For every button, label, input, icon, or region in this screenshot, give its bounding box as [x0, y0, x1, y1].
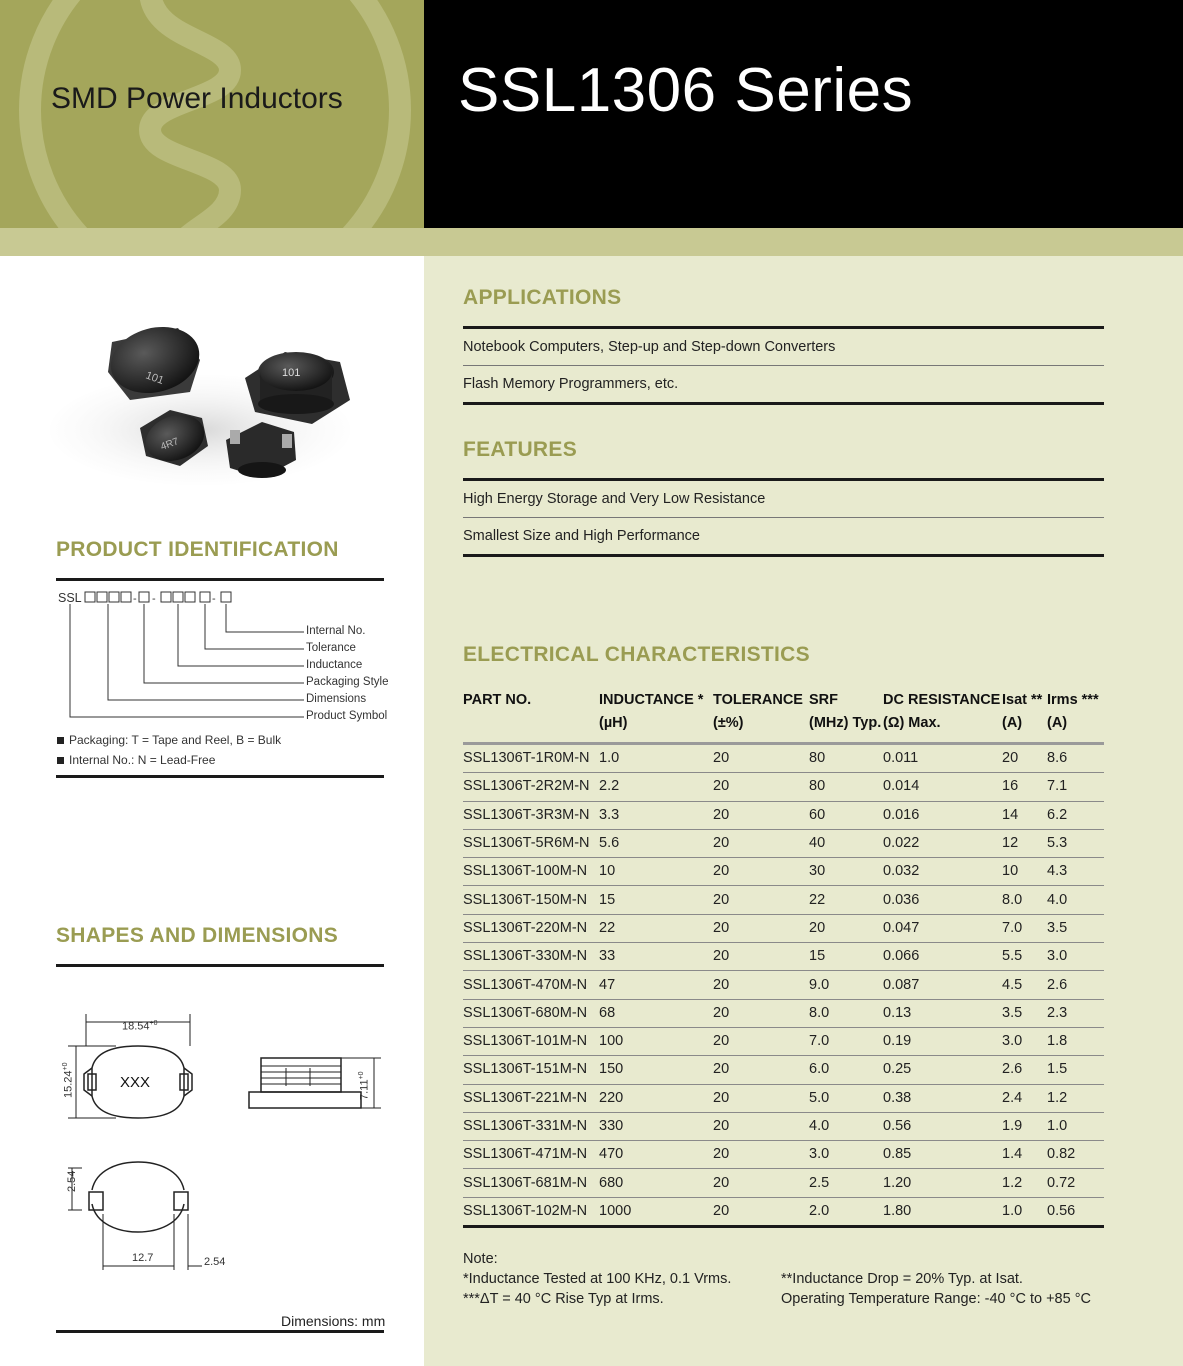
table-cell: 15 — [599, 886, 713, 914]
table-cell: 30 — [809, 858, 883, 886]
table-cell: 22 — [809, 886, 883, 914]
col-unit: (Ω) Max. — [883, 712, 1002, 744]
table-cell: SSL1306T-681M-N — [463, 1169, 599, 1197]
bullet-icon — [57, 757, 64, 764]
table-cell: 470 — [599, 1141, 713, 1169]
table-row — [463, 886, 1104, 914]
col-header-inductance: INDUCTANCE * — [599, 692, 704, 708]
table-cell: 0.19 — [883, 1027, 1002, 1055]
table-cell: SSL1306T-101M-N — [463, 1027, 599, 1055]
features-top-rule — [463, 478, 1104, 481]
table-cell: 20 — [713, 1027, 809, 1055]
id-label-packaging-style: Packaging Style — [306, 676, 389, 688]
note-inductance-drop: **Inductance Drop = 20% Typ. at Isat. — [781, 1271, 1023, 1287]
table-cell: 20 — [713, 829, 809, 857]
table-row — [463, 1112, 1104, 1140]
table-cell: SSL1306T-331M-N — [463, 1112, 599, 1140]
header-subtitle: SMD Power Inductors — [51, 82, 343, 115]
table-cell: SSL1306T-330M-N — [463, 943, 599, 971]
table-cell: 1.5 — [1047, 1056, 1104, 1084]
header-strip — [0, 228, 1183, 256]
table-cell: 1.20 — [883, 1169, 1002, 1197]
col-unit: (MHz) Typ. — [809, 712, 883, 744]
table-cell: 0.047 — [883, 914, 1002, 942]
table-cell: 8.0 — [809, 999, 883, 1027]
table-row — [463, 1197, 1104, 1226]
table-cell: 20 — [713, 999, 809, 1027]
table-cell: 5.0 — [809, 1084, 883, 1112]
table-cell: 2.6 — [1047, 971, 1104, 999]
note-inductance-test: *Inductance Tested at 100 KHz, 0.1 Vrms. — [463, 1271, 732, 1287]
table-header-row — [463, 688, 1104, 712]
table-cell: 1.0 — [599, 744, 713, 773]
table-cell: 0.82 — [1047, 1141, 1104, 1169]
table-cell: 22 — [599, 914, 713, 942]
id-label-inductance: Inductance — [306, 659, 363, 671]
table-row — [463, 914, 1104, 942]
feature-item: Smallest Size and High Performance — [463, 528, 700, 544]
table-cell: 6.2 — [1047, 801, 1104, 829]
shapes-title: SHAPES AND DIMENSIONS — [56, 924, 339, 947]
table-header-units-row — [463, 712, 1104, 744]
table-cell: 6.0 — [809, 1056, 883, 1084]
table-cell: 20 — [713, 1169, 809, 1197]
table-cell: 68 — [599, 999, 713, 1027]
table-cell: 5.3 — [1047, 829, 1104, 857]
table-cell: 4.3 — [1047, 858, 1104, 886]
table-cell: 0.56 — [883, 1112, 1002, 1140]
table-cell: 3.5 — [1002, 999, 1047, 1027]
shapes-rule — [56, 964, 384, 967]
table-cell: 3.0 — [809, 1141, 883, 1169]
table-cell: 10 — [599, 858, 713, 886]
table-cell: 14 — [1002, 801, 1047, 829]
bullet-icon — [57, 737, 64, 744]
table-cell: 2.3 — [1047, 999, 1104, 1027]
electrical-table — [463, 688, 1104, 1228]
table-cell: 3.3 — [599, 801, 713, 829]
table-cell: 1.0 — [1047, 1112, 1104, 1140]
table-row — [463, 999, 1104, 1027]
table-cell: 0.066 — [883, 943, 1002, 971]
table-row — [463, 1056, 1104, 1084]
table-cell: 0.38 — [883, 1084, 1002, 1112]
table-cell: 2.5 — [809, 1169, 883, 1197]
page-title: SSL1306 Series — [458, 56, 914, 125]
table-cell: 10 — [1002, 858, 1047, 886]
table-cell: 20 — [713, 914, 809, 942]
table-row — [463, 858, 1104, 886]
table-cell: 20 — [713, 943, 809, 971]
dim-value: 15.24 — [62, 1070, 75, 1098]
table-cell: 1.9 — [1002, 1112, 1047, 1140]
table-cell: 7.0 — [1002, 914, 1047, 942]
electrical-title: ELECTRICAL CHARACTERISTICS — [463, 643, 810, 666]
part-number-diagram — [56, 588, 389, 726]
col-header-isat: Isat ** — [1002, 692, 1043, 708]
id-note-packaging: Packaging: T = Tape and Reel, B = Bulk — [69, 733, 282, 747]
product-identification-title: PRODUCT IDENTIFICATION — [56, 538, 339, 561]
dim-value: 18.54 — [122, 1020, 150, 1033]
table-cell: 3.0 — [1002, 1027, 1047, 1055]
table-cell: 33 — [599, 943, 713, 971]
table-cell: 0.85 — [883, 1141, 1002, 1169]
table-cell: 20 — [809, 914, 883, 942]
table-body — [463, 744, 1104, 1227]
table-cell: 0.087 — [883, 971, 1002, 999]
col-header-srf: SRF — [809, 692, 838, 708]
product-identification-rule — [56, 578, 384, 581]
component-marking: XXX — [120, 1074, 151, 1091]
table-cell: 12 — [1002, 829, 1047, 857]
col-header-tolerance: TOLERANCE — [713, 692, 803, 708]
col-unit: (A) — [1047, 712, 1104, 744]
col-header-dc-resistance: DC RESISTANCE — [883, 692, 1001, 708]
table-cell: 8.0 — [1002, 886, 1047, 914]
table-cell: SSL1306T-102M-N — [463, 1197, 599, 1226]
id-label-dimensions: Dimensions — [306, 693, 367, 705]
divider — [463, 517, 1104, 518]
table-cell: 8.6 — [1047, 744, 1104, 773]
dim-height — [62, 1062, 75, 1098]
photo-marking: 101 — [143, 369, 166, 388]
table-cell: 0.016 — [883, 801, 1002, 829]
table-cell: 20 — [713, 1197, 809, 1226]
table-cell: 0.036 — [883, 886, 1002, 914]
table-cell: 0.014 — [883, 773, 1002, 801]
table-cell: 9.0 — [809, 971, 883, 999]
table-cell: 3.5 — [1047, 914, 1104, 942]
dim-tolerance: +0 — [149, 1020, 158, 1027]
table-cell: 220 — [599, 1084, 713, 1112]
table-cell: 20 — [713, 1112, 809, 1140]
col-header-part-no: PART NO. — [463, 692, 532, 708]
table-cell: 1000 — [599, 1197, 713, 1226]
dimensions-units: Dimensions: mm — [281, 1313, 386, 1329]
table-cell: 20 — [713, 801, 809, 829]
svg-text:-: - — [152, 593, 156, 605]
notes-label: Note: — [463, 1251, 498, 1267]
dim-pad-width: 2.54 — [204, 1256, 226, 1268]
table-cell: SSL1306T-680M-N — [463, 999, 599, 1027]
table-cell: 20 — [713, 1141, 809, 1169]
table-cell: SSL1306T-100M-N — [463, 858, 599, 886]
dimension-drawings — [56, 1010, 386, 1280]
dim-pad-gap: 12.7 — [132, 1252, 154, 1264]
table-cell: 0.13 — [883, 999, 1002, 1027]
table-cell: 0.011 — [883, 744, 1002, 773]
table-cell: 4.5 — [1002, 971, 1047, 999]
table-cell: 20 — [713, 858, 809, 886]
table-cell: SSL1306T-5R6M-N — [463, 829, 599, 857]
application-item: Flash Memory Programmers, etc. — [463, 376, 679, 392]
table-cell: 5.5 — [1002, 943, 1047, 971]
table-cell: 1.8 — [1047, 1027, 1104, 1055]
table-cell: 0.72 — [1047, 1169, 1104, 1197]
table-cell: 20 — [713, 886, 809, 914]
features-bottom-rule — [463, 554, 1104, 557]
id-label-internal-no: Internal No. — [306, 625, 366, 637]
table-cell: 20 — [713, 1084, 809, 1112]
table-cell: SSL1306T-150M-N — [463, 886, 599, 914]
table-cell: 4.0 — [809, 1112, 883, 1140]
dim-pad-height: 2.54 — [66, 1170, 78, 1192]
id-label-tolerance: Tolerance — [306, 642, 356, 654]
table-row — [463, 744, 1104, 773]
table-cell: SSL1306T-221M-N — [463, 1084, 599, 1112]
table-cell: SSL1306T-470M-N — [463, 971, 599, 999]
code-prefix: SSL — [58, 591, 82, 605]
table-cell: 100 — [599, 1027, 713, 1055]
col-unit — [463, 712, 599, 744]
table-cell: 2.6 — [1002, 1056, 1047, 1084]
table-cell: 20 — [1002, 744, 1047, 773]
table-cell: 0.032 — [883, 858, 1002, 886]
table-cell: 330 — [599, 1112, 713, 1140]
table-cell: 1.2 — [1002, 1169, 1047, 1197]
table-cell: SSL1306T-3R3M-N — [463, 801, 599, 829]
dim-thickness — [358, 1071, 371, 1100]
table-cell: SSL1306T-471M-N — [463, 1141, 599, 1169]
application-item: Notebook Computers, Step-up and Step-down Converters — [463, 339, 836, 355]
col-unit: (A) — [1002, 712, 1047, 744]
table-row — [463, 773, 1104, 801]
dim-value: 7.11 — [358, 1079, 371, 1100]
table-cell: 0.25 — [883, 1056, 1002, 1084]
applications-title: APPLICATIONS — [463, 286, 622, 309]
table-cell: 4.0 — [1047, 886, 1104, 914]
table-cell: SSL1306T-2R2M-N — [463, 773, 599, 801]
table-cell: 20 — [713, 1056, 809, 1084]
table-cell: 0.022 — [883, 829, 1002, 857]
product-photo — [50, 300, 380, 500]
applications-bottom-rule — [463, 402, 1104, 405]
dim-tolerance: +0 — [358, 1071, 365, 1080]
table-cell: 150 — [599, 1056, 713, 1084]
table-cell: 60 — [809, 801, 883, 829]
table-row — [463, 971, 1104, 999]
header-left-panel — [0, 0, 424, 228]
shapes-bottom-rule — [56, 1330, 384, 1333]
table-row — [463, 943, 1104, 971]
dim-tolerance: +0 — [62, 1062, 69, 1071]
table-cell: 7.1 — [1047, 773, 1104, 801]
table-row — [463, 1084, 1104, 1112]
table-row — [463, 801, 1104, 829]
product-identification-bottom-rule — [56, 775, 384, 778]
table-cell: 2.4 — [1002, 1084, 1047, 1112]
table-cell: 1.4 — [1002, 1141, 1047, 1169]
photo-marking: 101 — [282, 367, 301, 379]
table-cell: SSL1306T-220M-N — [463, 914, 599, 942]
table-row — [463, 829, 1104, 857]
features-title: FEATURES — [463, 438, 578, 461]
note-temperature-rise: ***ΔT = 40 °C Rise Typ at Irms. — [463, 1291, 664, 1307]
col-unit: (µH) — [599, 712, 713, 744]
table-cell: 15 — [809, 943, 883, 971]
table-cell: 80 — [809, 773, 883, 801]
table-cell: 1.0 — [1002, 1197, 1047, 1226]
svg-text:-: - — [212, 593, 216, 605]
col-unit: (±%) — [713, 712, 809, 744]
table-row — [463, 1141, 1104, 1169]
col-header-irms: Irms *** — [1047, 692, 1099, 708]
table-cell: 20 — [713, 971, 809, 999]
note-operating-range: Operating Temperature Range: -40 °C to +85 °C — [781, 1291, 1091, 1307]
table-cell: SSL1306T-151M-N — [463, 1056, 599, 1084]
table-cell: 2.2 — [599, 773, 713, 801]
table-cell: 80 — [809, 744, 883, 773]
table-cell: SSL1306T-1R0M-N — [463, 744, 599, 773]
feature-item: High Energy Storage and Very Low Resistance — [463, 491, 766, 507]
table-cell: 1.2 — [1047, 1084, 1104, 1112]
photo-marking: 4R7 — [159, 436, 181, 453]
id-label-product-symbol: Product Symbol — [306, 710, 388, 722]
table-cell: 2.0 — [809, 1197, 883, 1226]
table-row — [463, 1169, 1104, 1197]
dim-width — [122, 1020, 158, 1033]
table-cell: 5.6 — [599, 829, 713, 857]
table-cell: 16 — [1002, 773, 1047, 801]
table-cell: 680 — [599, 1169, 713, 1197]
divider — [463, 365, 1104, 366]
id-note-internal-no: Internal No.: N = Lead-Free — [69, 753, 216, 767]
table-cell: 40 — [809, 829, 883, 857]
table-cell: 0.56 — [1047, 1197, 1104, 1226]
table-cell: 20 — [713, 744, 809, 773]
table-cell: 20 — [713, 773, 809, 801]
table-row — [463, 1027, 1104, 1055]
table-cell: 1.80 — [883, 1197, 1002, 1226]
table-cell: 7.0 — [809, 1027, 883, 1055]
svg-text:-: - — [133, 593, 137, 605]
applications-top-rule — [463, 326, 1104, 329]
table-cell: 3.0 — [1047, 943, 1104, 971]
table-cell: 47 — [599, 971, 713, 999]
